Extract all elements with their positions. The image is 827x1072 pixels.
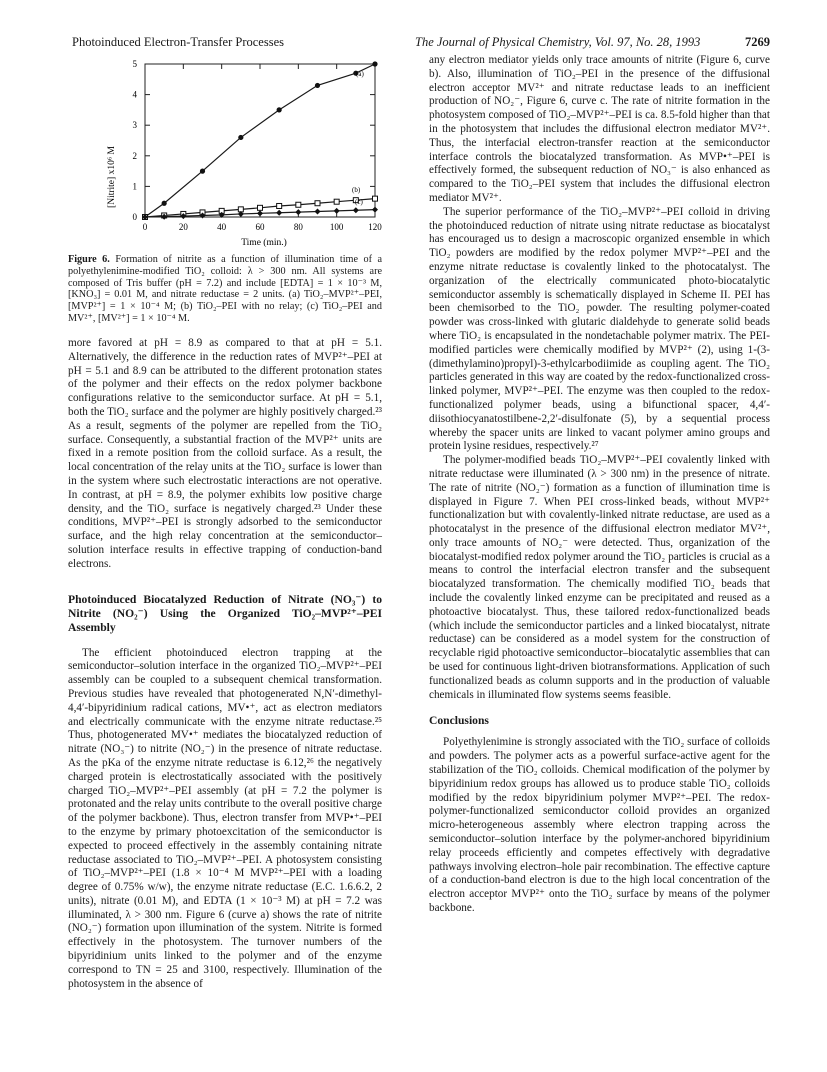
paragraph: any electron mediator yields only trace amounts of nitrite (Figure 6, curve b). Also, illumination of TiO₂–PEI in the presence of the diffusional electron acceptor MV²⁺ and nitrate reductase leads to an inefficient production of NO₂⁻, Figure 6, curve c. The rate of nitrite formation in the photosystem composed of TiO₂–MVP²⁺–PEI is ca. 8.5-fold higher than that in the photosystem that includes the diffusional electron mediator MV²⁺. Thus, the interfacial electron-transfer reaction at the semiconductor interface controls the biocatalyzed transformation. As MVP•⁺–PEI is effectively formed, the subsequent reduction of NO₃⁻ is also enhanced as compared to the TiO₂–PEI system that includes the diffusional electron mediator MV²⁺.: [429, 54, 770, 204]
x-tick-label: 20: [178, 222, 188, 232]
plot-frame: [145, 64, 375, 217]
data-point: [373, 196, 378, 201]
data-point: [353, 207, 359, 213]
series-line-0: [145, 64, 375, 217]
journal-citation: [415, 35, 770, 50]
section-heading: Conclusions: [429, 714, 489, 728]
plot-area: [133, 59, 383, 232]
y-tick-label: 4: [132, 89, 137, 100]
caption-text: Formation of nitrite as a function of illumination time of a polyethylenimine-modified TiO₂ colloid: λ > 300 nm. All systems are composed of Tris buffer (pH = 7.2) and include [EDTA] = 1 × 10⁻³ M, [KNO₃] = 0.01 M, and nitrate reductase = 2 units. (a) TiO₂–MVP²⁺–PEI, [MVP²⁺] = 1 × 10⁻⁴ M; (b) TiO₂–PEI with no relay; (c) TiO₂–PEI and MV²⁺, [MV²⁺] = 1 × 10⁻⁴ M.: [68, 254, 383, 324]
y-tick-label: 5: [132, 59, 137, 69]
paragraph: Polyethylenimine is strongly associated with the TiO₂ surface of colloids and powders. The polymer acts as a powerful surface-active agent for the stabilization of the TiO₂ colloids. Chemical modification of the polymer by bipyridinium redox groups has allowed us to produce stable TiO₂ colloids modified by the redox bipyridinium polymer MVP²⁺–PEI. The redox-polymer-functionalized semiconductor colloid provides an organized micro-heterogeneous assembly where electron trapping across the semiconductor–solution interface by the polymer-anchored bipyridinium relay proceeds efficiently and competes effectively with degradative pathways involving electron–hole pair recombination. The effective capture of a conduction-band electron is due to the high local concentration of the electron acceptor MVP²⁺ onto the TiO₂ surface by means of the polymer backbone.: [429, 736, 770, 915]
caption-lead: Figure 6.: [68, 254, 110, 265]
x-tick-label: 120: [368, 222, 382, 232]
data-point: [258, 205, 263, 210]
page-number: 7269: [745, 35, 770, 49]
data-point: [276, 210, 282, 216]
x-tick-label: 40: [217, 222, 227, 232]
data-point: [372, 207, 378, 213]
figure-6-chart: [100, 52, 390, 252]
data-point: [295, 209, 301, 215]
y-tick-label: 0: [132, 212, 137, 222]
x-axis-label: Time (min.): [241, 238, 287, 248]
data-point: [315, 201, 320, 206]
journal-name: The Journal of Physical Chemistry, Vol. 97, No. 28, 1993: [415, 35, 701, 49]
x-tick-label: 0: [142, 222, 148, 232]
right-column: [429, 54, 770, 916]
y-tick-label: 2: [132, 150, 137, 161]
section-heading: Photoinduced Biocatalyzed Reduction of Nitrate (NO₃⁻) to Nitrite (NO₂⁻) Using the Organized TiO₂–MVP²⁺–PEI Assembly: [68, 592, 382, 634]
running-title: Photoinduced Electron-Transfer Processes: [72, 35, 284, 49]
data-point: [372, 61, 377, 66]
x-tick-label: 80: [293, 222, 303, 232]
x-tick-label: 100: [329, 222, 344, 232]
data-point: [238, 135, 243, 140]
paragraph: The superior performance of the TiO₂–MVP²⁺–PEI colloid in driving the photoinduced reduction of nitrate using nitrate reductase as biocatalyst has encouraged us to design a macroscopic organized ensemble in which TiO₂ powders are modified by the redox polymer MVP²⁺–PEI and the enzyme nitrate reductase is covalently linked to the photocatalyst. The organization of the electrically communicated photo-biocatalytic semiconductor assembly is schematically displayed in Scheme II. PEI has been chemisorbed to the TiO₂ powder. The resulting polymer-coated powder was cross-linked with glutaric dialdehyde to generate solid beads where TiO₂ is encapsulated in the nondetachable polymer matrix. The PEI-modified particles were chemically modified by MVP²⁺ (2), using 1-(3-(dimethylamino)propyl)-3-ethylcarbodiimide as coupling agent. The TiO₂ particles generated in this way are coated by the redox-functionalized cross-linked polymer, MVP²⁺–PEI. The enzyme was then coupled to the redox-functionalized polymer beads, using a bifunctional spacer, 4,4′-diisothiocyanatostilbene-2,2′-disulfonate (5), by a sequential process whereby the spacer units are linked to vacant polymer amino groups and protein lysine residues, respectively.²⁷: [429, 205, 770, 453]
data-point: [334, 199, 339, 204]
left-column: [68, 337, 382, 991]
x-tick-label: 60: [255, 222, 265, 232]
series-label: (c): [355, 198, 363, 206]
data-point: [200, 169, 205, 174]
data-point: [257, 210, 263, 216]
paragraph: The efficient photoinduced electron trapping at the semiconductor–solution interface in the organized TiO₂–MVP²⁺–PEI assembly can be coupled to a subsequent chemical transformation. Previous studies have revealed that photogenerated N,N′-dimethyl-4,4′-bipyridinium radical cations, MV•⁺, act as electron mediators and electrically communicate with the enzyme nitrate reductase.²⁵ Thus, photogenerated MV•⁺ mediates the biocatalyzed reduction of nitrate (NO₃⁻) to nitrite (NO₂⁻) in the presence of nitrate reductase. As the pKa of the enzyme nitrate reductase is 6.12,²⁶ the negatively charged protein is electrostatically associated with the positively charged TiO₂–MVP²⁺–PEI assembly (at pH = 7.2 the polymer is protonated and the relay units contribute to the overall positive charge of the polymer backbone). Thus, electron transfer from MVP•⁺–PEI to the enzyme by primary photoexcitation of the semiconductor is expected to proceed effectively in the assembly containing nitrate reductase associated to TiO₂–MVP²⁺–PEI. A photosystem consisting of TiO₂–MVP²⁺–PEI (1.8 × 10⁻⁴ M MVP²⁺–PEI with a loading degree of 0.75% w/w), the enzyme nitrate reductase (E.C. 1.6.6.2, 2 units), nitrate (0.01 M), and EDTA (1 × 10⁻³ M) at pH = 7.2 was illuminated, λ > 300 nm. Figure 6 (curve a) shows the rate of nitrite (NO₂⁻) formation upon illumination of the system. Nitrite is formed effectively in the photosystem. The turnover numbers of the bipyridinium units linked to the polymer and of the enzyme correspond to TN = 25 and 3100, respectively. Illumination of the photosystem in the absence of: [68, 646, 382, 990]
data-point: [277, 107, 282, 112]
series-label: (b): [352, 186, 361, 194]
paragraph: The polymer-modified beads TiO₂–MVP²⁺–PEI covalently linked with nitrate reductase were illuminated (λ > 300 nm) in the presence of nitrate. The rate of nitrite (NO₂⁻) formation as a function of illumination time is displayed in Figure 7. When PEI cross-linked beads, without MVP²⁺ functionalization but with covalently-linked nitrate reductase, are used as a photocatalyst in the presence of the diffusional electron mediator MV²⁺, only trace amounts of NO₂⁻ were detected. Thus, organization of the biocatalyst-modified redox polymer around the TiO₂ particles is crucial as a means to control the interfacial electron transfer and the subsequent biocatalyzed transformation. The chemically modified TiO₂ beads that include the covalently linked enzyme can be precipitated and reused as a photoactive biocatalyst. Thus, these tailored redox-functionalized beads (which include the semiconductor particles and a linked biocatalyst, nitrate reductase) can be considered as a model system for the construction of recyclable rigid photoactive semiconductor–biocatalytic assemblies that can be used for continuous light-driven biotransformations. Application of such functionalized beads as column supports and in the production of valuable chemicals in illuminated flow systems seems feasible.: [429, 454, 770, 701]
series-label: (a): [356, 70, 364, 78]
data-point: [334, 208, 340, 214]
data-point: [162, 201, 167, 206]
y-axis-label: [Nitrite] x10⁶ M: [107, 146, 117, 208]
data-point: [277, 203, 282, 208]
data-point: [315, 83, 320, 88]
y-tick-label: 3: [132, 120, 137, 131]
data-point: [296, 202, 301, 207]
figure-caption: [68, 254, 382, 325]
y-tick-label: 1: [132, 181, 137, 192]
paragraph: more favored at pH = 8.9 as compared to that at pH = 5.1. Alternatively, the difference in the reduction rates of MVP²⁺–PEI at pH = 5.1 and 8.9 can be attributed to the different protonation states of the polymer and their effects on the redox polymer backbone configurations relative to the semiconductor surface. At pH = 5.1, both the TiO₂ surface and the polymer are highly positively charged.²³ As a result, segments of the polymer are repelled from the TiO₂ surface. Consequently, a substantial fraction of the MVP²⁺ units are fixed in a remote position from the colloid surface. As a result, the local concentration of the relay units at the TiO₂ surface is lower than in the system where such electrostatic interactions are not operative. In contrast, at pH = 8.9, the polymer exhibits low positive charge density, and the TiO₂ surface is negatively charged.²³ Under these conditions, MVP²⁺–PEI is strongly adsorbed to the semiconductor surface, and the high relay concentration at the semiconductor–solution interface results in effective trapping of conduction-band electrons.: [68, 337, 382, 570]
data-point: [315, 208, 321, 214]
